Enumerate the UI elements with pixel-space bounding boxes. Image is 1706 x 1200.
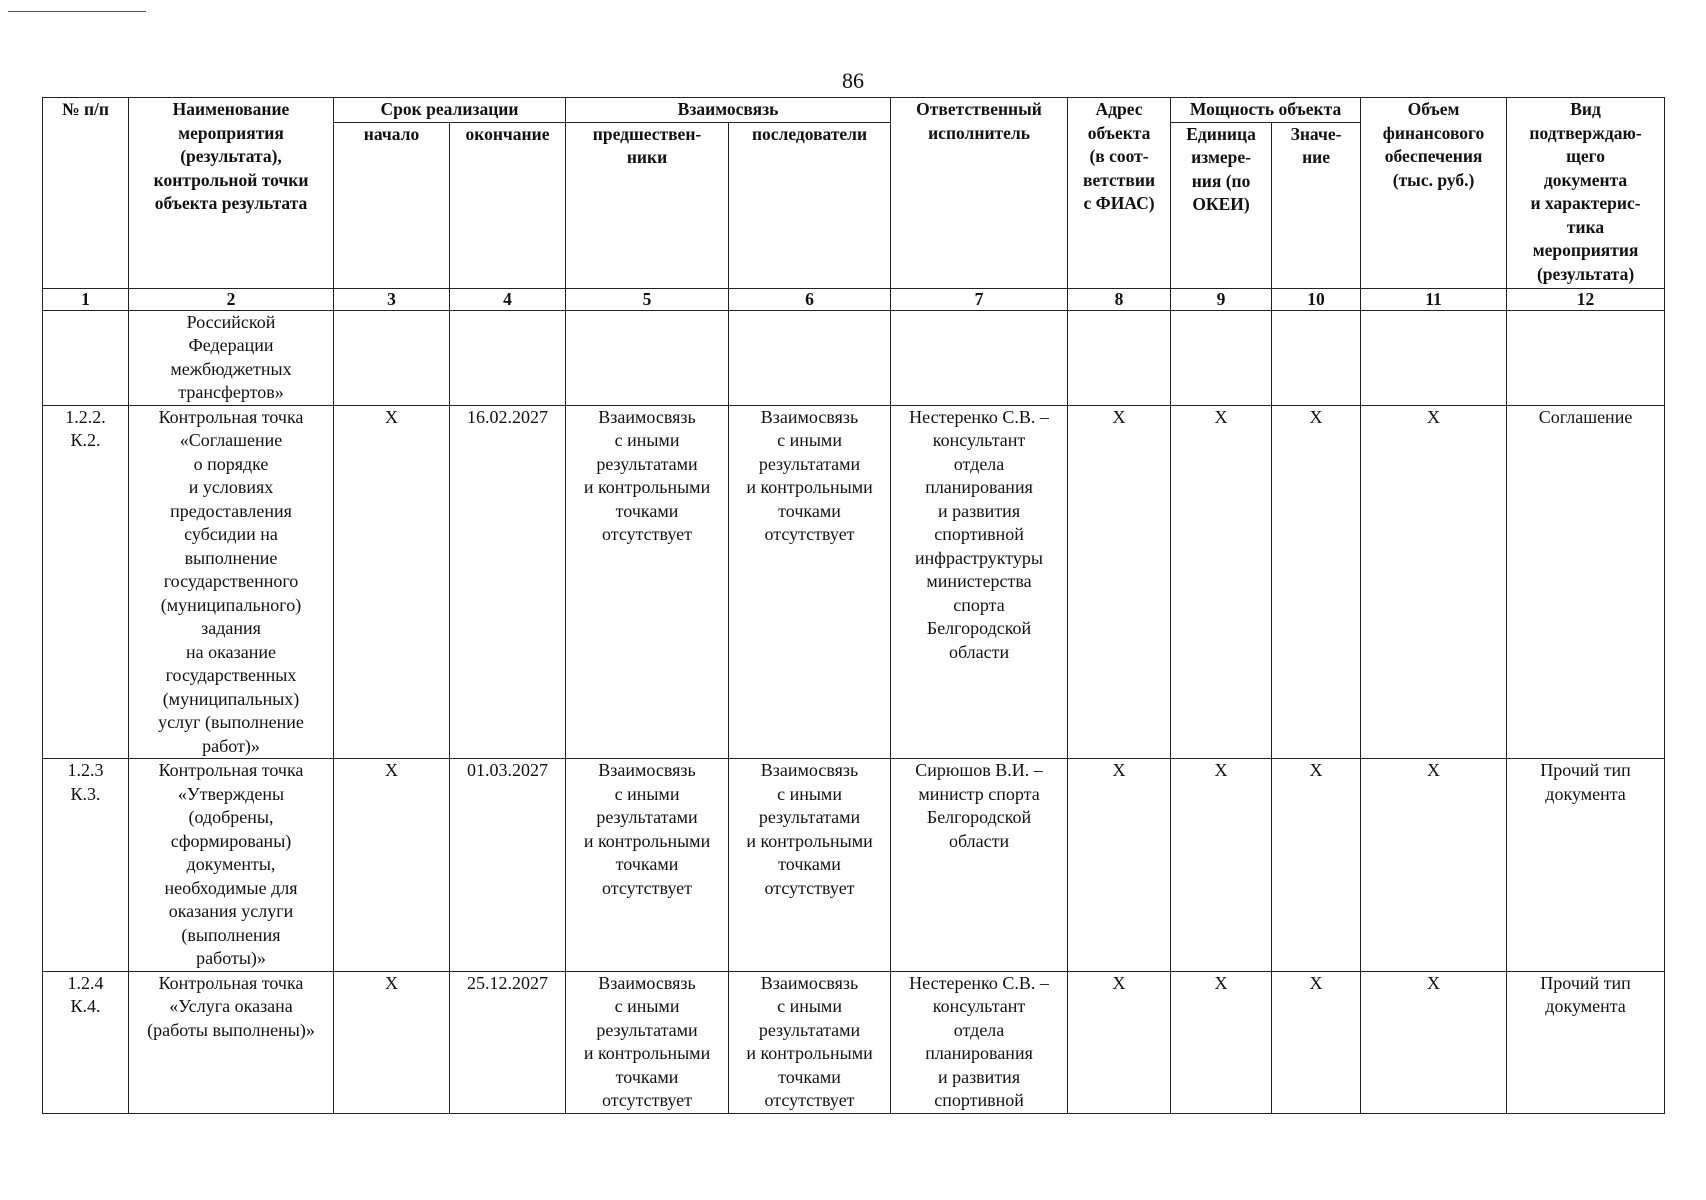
row-responsible: Нестеренко С.В. – консультант отдела планирования и развития спортивной [891, 971, 1068, 1113]
row-start [334, 310, 450, 405]
column-number: 8 [1068, 288, 1171, 310]
row-start: Х [334, 971, 450, 1113]
row-responsible [891, 310, 1068, 405]
column-number: 1 [43, 288, 129, 310]
header-address: Адрес объекта (в соот- ветствии с ФИАС) [1068, 98, 1171, 289]
column-number: 6 [729, 288, 891, 310]
header-term-group: Срок реализации [334, 98, 566, 123]
row-predecessors: Взаимосвязь с иными результатами и контрольными точками отсутствует [566, 405, 729, 759]
row-predecessors: Взаимосвязь с иными результатами и контрольными точками отсутствует [566, 759, 729, 972]
table-row [43, 310, 1665, 405]
header-no: № п/п [43, 98, 129, 289]
row-name: Контрольная точка «Утверждены (одобрены, сформированы) документы, необходимые для оказания услуги (выполнения работы)» [129, 759, 334, 972]
header-unit: Единица измере- ния (по ОКЕИ) [1171, 122, 1272, 288]
row-number: 1.2.2. К.2. [43, 405, 129, 759]
column-number: 9 [1171, 288, 1272, 310]
header-end: окончание [450, 122, 566, 288]
row-value: Х [1272, 971, 1361, 1113]
row-end: 16.02.2027 [450, 405, 566, 759]
column-number: 10 [1272, 288, 1361, 310]
header-document: Вид подтверждаю- щего документа и характерис- тика мероприятия (результата) [1507, 98, 1665, 289]
row-start: Х [334, 759, 450, 972]
row-value: Х [1272, 759, 1361, 972]
row-finance: Х [1361, 405, 1507, 759]
table-row [43, 759, 1665, 972]
header-link-group: Взаимосвязь [566, 98, 891, 123]
column-number: 2 [129, 288, 334, 310]
row-value: Х [1272, 405, 1361, 759]
row-successors: Взаимосвязь с иными результатами и контрольными точками отсутствует [729, 759, 891, 972]
column-number: 3 [334, 288, 450, 310]
measures-table [42, 97, 1665, 1114]
header-finance: Объем финансового обеспечения (тыс. руб.) [1361, 98, 1507, 289]
row-predecessors: Взаимосвязь с иными результатами и контрольными точками отсутствует [566, 971, 729, 1113]
header-value: Значе- ние [1272, 122, 1361, 288]
row-end: 25.12.2027 [450, 971, 566, 1113]
row-number [43, 310, 129, 405]
table-row [43, 971, 1665, 1113]
header-predecessors: предшествен- ники [566, 122, 729, 288]
header-start: начало [334, 122, 450, 288]
row-document [1507, 310, 1665, 405]
row-finance: Х [1361, 759, 1507, 972]
column-number: 11 [1361, 288, 1507, 310]
column-number: 12 [1507, 288, 1665, 310]
header-successors: последователи [729, 122, 891, 288]
column-numbers-row [43, 288, 1665, 310]
column-number: 7 [891, 288, 1068, 310]
row-responsible: Нестеренко С.В. – консультант отдела планирования и развития спортивной инфраструктуры министерства спорта Белгородской области [891, 405, 1068, 759]
row-address [1068, 310, 1171, 405]
page-number: 86 [842, 68, 864, 93]
row-address: Х [1068, 405, 1171, 759]
row-successors: Взаимосвязь с иными результатами и контрольными точками отсутствует [729, 405, 891, 759]
row-predecessors [566, 310, 729, 405]
header-power-group: Мощность объекта [1171, 98, 1361, 123]
row-end: 01.03.2027 [450, 759, 566, 972]
row-successors [729, 310, 891, 405]
row-value [1272, 310, 1361, 405]
header-responsible: Ответственный исполнитель [891, 98, 1068, 289]
top-rule [8, 11, 146, 12]
row-unit: Х [1171, 759, 1272, 972]
table-row [43, 405, 1665, 759]
row-document: Прочий тип документа [1507, 759, 1665, 972]
row-address: Х [1068, 759, 1171, 972]
row-finance [1361, 310, 1507, 405]
row-address: Х [1068, 971, 1171, 1113]
row-name: Контрольная точка «Соглашение о порядке и условиях предоставления субсидии на выполнение государственного (муниципального) задания на оказание государственных (муниципальных) услуг (выполнение работ)» [129, 405, 334, 759]
row-number: 1.2.3 К.3. [43, 759, 129, 972]
row-unit: Х [1171, 971, 1272, 1113]
row-unit [1171, 310, 1272, 405]
column-number: 4 [450, 288, 566, 310]
row-finance: Х [1361, 971, 1507, 1113]
row-document: Прочий тип документа [1507, 971, 1665, 1113]
row-name: Российской Федерации межбюджетных трансфертов» [129, 310, 334, 405]
row-end [450, 310, 566, 405]
row-name: Контрольная точка «Услуга оказана (работы выполнены)» [129, 971, 334, 1113]
header-name: Наименование мероприятия (результата), контрольной точки объекта результата [129, 98, 334, 289]
row-number: 1.2.4 К.4. [43, 971, 129, 1113]
row-responsible: Сирюшов В.И. – министр спорта Белгородской области [891, 759, 1068, 972]
column-number: 5 [566, 288, 729, 310]
row-unit: Х [1171, 405, 1272, 759]
row-document: Соглашение [1507, 405, 1665, 759]
row-successors: Взаимосвязь с иными результатами и контрольными точками отсутствует [729, 971, 891, 1113]
row-start: Х [334, 405, 450, 759]
